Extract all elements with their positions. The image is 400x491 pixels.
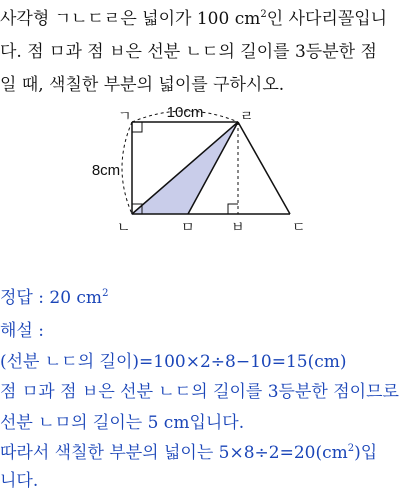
question-text-1a: 사각형 ㄱㄴㄷㄹ은 넓이가 100 cm — [0, 9, 261, 29]
vertex-label-nieun: ㄴ — [117, 219, 131, 234]
vertex-label-mieum: ㅁ — [181, 219, 195, 234]
answer-text: 정답 : 20 cm — [0, 288, 103, 308]
explanation-line-4 — [0, 438, 377, 463]
answer-label — [0, 283, 108, 308]
explanation-text-4a: 따라서 색칠한 부분의 넓이는 5×8÷2=20(cm — [0, 443, 348, 463]
explanation-superscript: 2 — [347, 443, 355, 454]
question-line-1 — [0, 4, 387, 29]
question-line-2: 다. 점 ㅁ과 점 ㅂ은 선분 ㄴㄷ의 길이를 3등분한 점 — [0, 42, 377, 62]
question-text-1b: 인 사다리꼴입니 — [266, 9, 388, 29]
explanation-line-3: 선분 ㄴㅁ의 길이는 5 cm입니다. — [0, 413, 245, 433]
right-angle-bottom-right — [228, 204, 238, 214]
explanation-line-2: 점 ㅁ과 점 ㅂ은 선분 ㄴㄷ의 길이를 3등분한 점이므로 — [0, 382, 399, 402]
question-line-3: 일 때, 색칠한 부분의 넓이를 구하시오. — [0, 75, 285, 95]
answer-superscript: 2 — [102, 288, 109, 299]
explanation-text-4b: )입 — [354, 443, 378, 463]
explanation-title: 해설 : — [0, 321, 44, 341]
slanted-side — [238, 122, 290, 214]
vertex-label-digeut: ㄷ — [292, 219, 306, 234]
vertex-label-rieul: ㄹ — [240, 108, 254, 124]
vertex-label-bieup: ㅂ — [231, 219, 245, 234]
height-label: 8cm — [91, 162, 121, 179]
vertex-label-giyeok: ㄱ — [118, 108, 132, 124]
question-superscript: 2 — [260, 9, 267, 20]
explanation-line-1: (선분 ㄴㄷ의 길이)=100×2÷8−10=15(cm) — [0, 352, 347, 372]
top-length-label: 10cm — [166, 104, 204, 121]
trapezoid-figure — [86, 102, 316, 234]
right-angle-top — [132, 122, 142, 132]
left-dimension-arc — [122, 122, 132, 214]
explanation-line-5: 니다. — [0, 471, 39, 491]
